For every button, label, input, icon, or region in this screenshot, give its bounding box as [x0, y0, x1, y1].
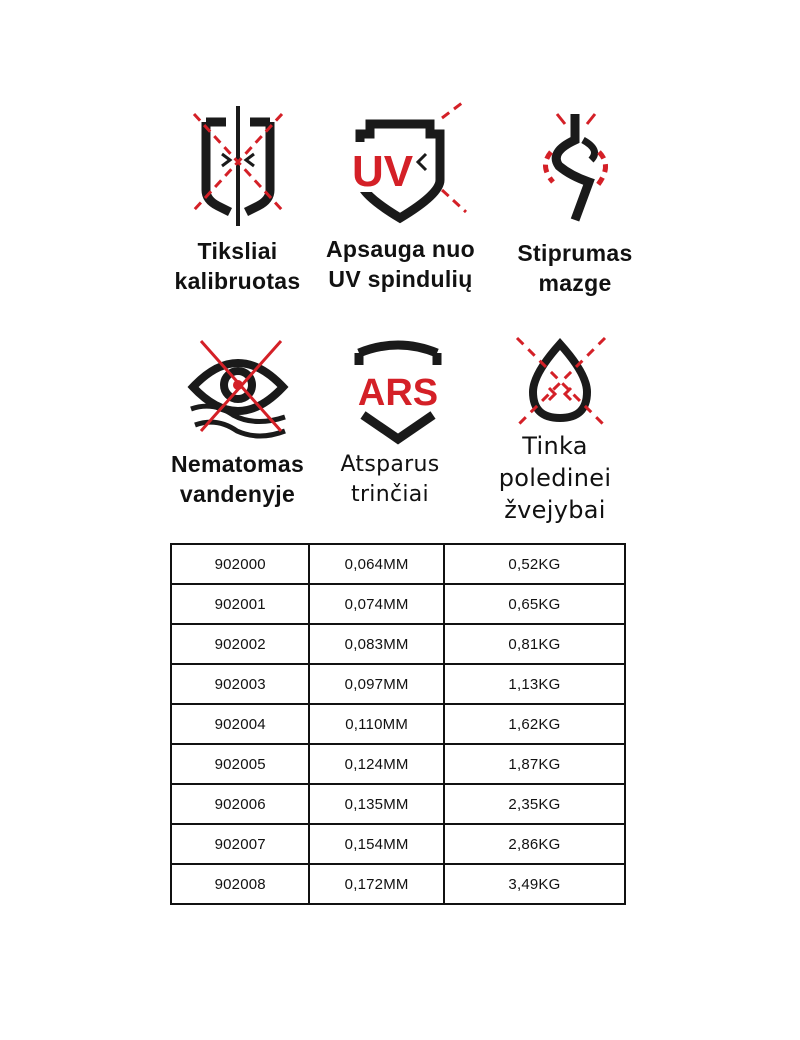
table-row: [171, 544, 625, 584]
spec-table: [170, 543, 626, 905]
breaking-strength-cell: 0,52KG: [444, 544, 625, 584]
breaking-strength-cell: 0,65KG: [444, 584, 625, 624]
item-code-cell: 902000: [171, 544, 309, 584]
uv-badge: UV: [352, 147, 414, 196]
feature-label-calibration: Tiksliai kalibruotas: [174, 238, 301, 294]
item-code-cell: 902003: [171, 664, 309, 704]
table-row: [171, 744, 625, 784]
ars-shield-icon: [343, 335, 453, 445]
feature-uv: [320, 100, 480, 230]
feature-ice-fishing: [500, 330, 620, 430]
breaking-strength-cell: 0,81KG: [444, 624, 625, 664]
breaking-strength-cell: 2,35KG: [444, 784, 625, 824]
breaking-strength-cell: 3,49KG: [444, 864, 625, 904]
diameter-cell: 0,124MM: [309, 744, 444, 784]
feature-invisible: [165, 335, 310, 445]
diameter-cell: 0,154MM: [309, 824, 444, 864]
water-drop-icon: [505, 330, 615, 430]
diameter-cell: 0,097MM: [309, 664, 444, 704]
item-code-cell: 902001: [171, 584, 309, 624]
table-row: [171, 784, 625, 824]
invisible-eye-icon: [173, 335, 303, 445]
feature-label-ice-fishing: Tinka poledinei žvejybai: [498, 432, 612, 524]
uv-shield-icon: [330, 100, 470, 230]
feature-label-knot: Stiprumas mazge: [517, 240, 633, 296]
ars-badge: ARS: [357, 372, 438, 414]
breaking-strength-cell: 2,86KG: [444, 824, 625, 864]
table-row: [171, 864, 625, 904]
diameter-cell: 0,083MM: [309, 624, 444, 664]
feature-label-uv: Apsauga nuo UV spindulių: [326, 236, 475, 292]
item-code-cell: 902008: [171, 864, 309, 904]
diameter-cell: 0,064MM: [309, 544, 444, 584]
diameter-cell: 0,110MM: [309, 704, 444, 744]
breaking-strength-cell: 1,13KG: [444, 664, 625, 704]
breaking-strength-cell: 1,87KG: [444, 744, 625, 784]
feature-knot: [505, 100, 645, 230]
calibration-icon: [178, 100, 298, 230]
item-code-cell: 902007: [171, 824, 309, 864]
feature-label-ars: Atsparus trinčiai: [340, 452, 440, 507]
item-code-cell: 902004: [171, 704, 309, 744]
feature-calibration: [160, 100, 315, 230]
feature-ars: [335, 335, 460, 445]
table-row: [171, 704, 625, 744]
diameter-cell: 0,172MM: [309, 864, 444, 904]
table-row: [171, 824, 625, 864]
knot-icon: [525, 100, 625, 230]
breaking-strength-cell: 1,62KG: [444, 704, 625, 744]
diameter-cell: 0,074MM: [309, 584, 444, 624]
item-code-cell: 902006: [171, 784, 309, 824]
diameter-cell: 0,135MM: [309, 784, 444, 824]
table-row: [171, 624, 625, 664]
feature-label-invisible: Nematomas vandenyje: [170, 451, 305, 507]
item-code-cell: 902005: [171, 744, 309, 784]
table-row: [171, 664, 625, 704]
item-code-cell: 902002: [171, 624, 309, 664]
table-row: [171, 584, 625, 624]
